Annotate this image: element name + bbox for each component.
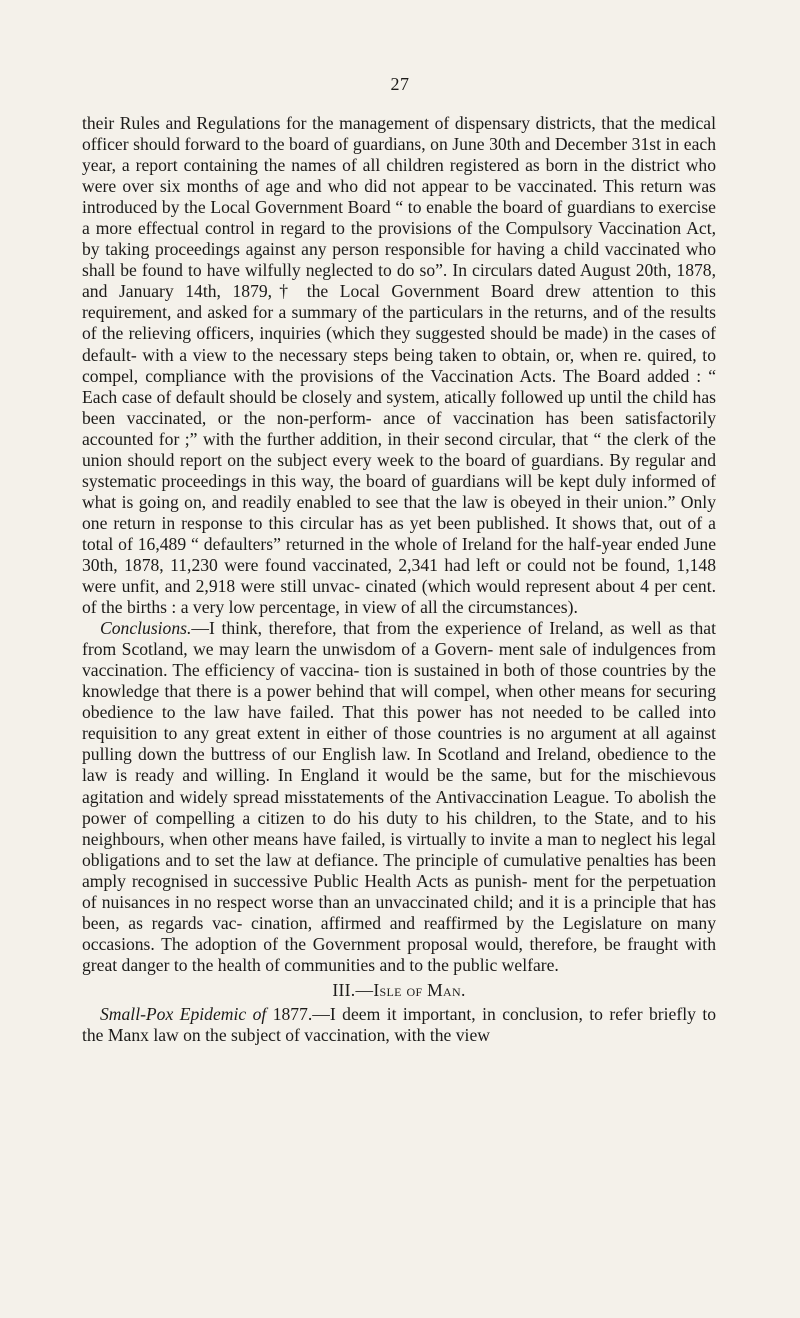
page-number: 27 xyxy=(390,74,410,94)
small-pox-text: .—I deem it important, in conclusion, to refer briefly to the Manx law on the subject of vaccination, with the view xyxy=(82,1003,717,1046)
paragraph-continuation: their Rules and Regulations for the management of dispensary districts, that the medical officer should forward to the board of guardians, on June 30th and December 31st in each year, a report containing the names of all children registered as born in the district who were over six months of age and who did not appear to be vaccinated. This return was introduced by the Local Government Board “ to enable the board of guardians to exercise a more effectual control in regard to the provisions of the Compulsory Vaccination Act, by taking proceedings against any person responsible for having a child vaccinated who shall be found to have wilfully neglected to do so”. In circulars dated August 20th, 1878, and January 14th, 1879,† the Local Government Board drew attention to this requirement, and asked for a summary of the particulars in the returns, and of the results of the relieving officers, inquiries (which they suggested should be made) in the cases of default- with a view to the necessary steps being taken to obtain, or, when re. quired, to compel, compliance with the provisions of the Vaccination Acts. The Board added : “ Each case of default should be closely and system, atically followed up until the child has been vaccinated, or the non-perform- ance of vaccination has been satisfactorily accounted for ;” with the further addition, in their second circular, that “ the clerk of the union should report on the subject every week to the board of guardians. By regular and systematic proceedings in this way, the board of guardians will be kept duly informed of what is going on, and readily enabled to see that the law is obeyed in their union.” Only one return in response to this circular has as yet been published. It shows that, out of a total of 16,489 “ defaulters” returned in the whole of Ireland for the half-year ended June 30th, 1878, 11,230 were found vaccinated, 2,341 had left or could not be found, 1,148 were unfit, and 2,918 were still unvac- cinated (which would represent about 4 per cent. of the births : a very low percentage, in view of all the circumstances). xyxy=(82,113,716,618)
conclusions-label: Conclusions. xyxy=(100,618,192,639)
body-text xyxy=(82,113,716,1046)
small-pox-label: Small-Pox Epidemic of xyxy=(100,1003,267,1024)
paragraph-small-pox xyxy=(82,1004,716,1046)
paragraph-conclusions xyxy=(82,618,716,976)
conclusions-text: —I think, therefore, that from the experience of Ireland, as well as that from Scotland, we may learn the unwisdom of a Govern- ment sale of indulgences from vaccination. The efficiency of vaccina- tion is sustained in both of those countries by the knowledge that there is a power behind that will compel, when other means for securing obedience to the law have failed. That this power has not needed to be called into requisition to any great extent in either of those countries is no argument at all against pulling down the buttress of our English law. In Scotland and Ireland, obedience to the law is ready and willing. In England it would be the same, but for the mischievous agitation and widely spread misstatements of the Antivaccination League. To abolish the power of compelling a citizen to do his duty to his children, to the State, and to his neighbours, when other means have failed, is virtually to invite a man to neglect his legal obligations and to set the law at defiance. The principle of cumulative penalties has been amply recognised in successive Public Health Acts as punish- ment for the perpetuation of nuisances in no respect worse than an unvaccinated child; and it is a principle that has been, as regards vac- cination, affirmed and reaffirmed by the Legislature on many occasions. The adoption of the Government proposal would, therefore, be fraught with great danger to the health of communities and to the public welfare. xyxy=(82,618,716,975)
section-heading: III.—Isle of Man. xyxy=(332,979,466,1000)
small-pox-year: 1877 xyxy=(272,1003,308,1024)
